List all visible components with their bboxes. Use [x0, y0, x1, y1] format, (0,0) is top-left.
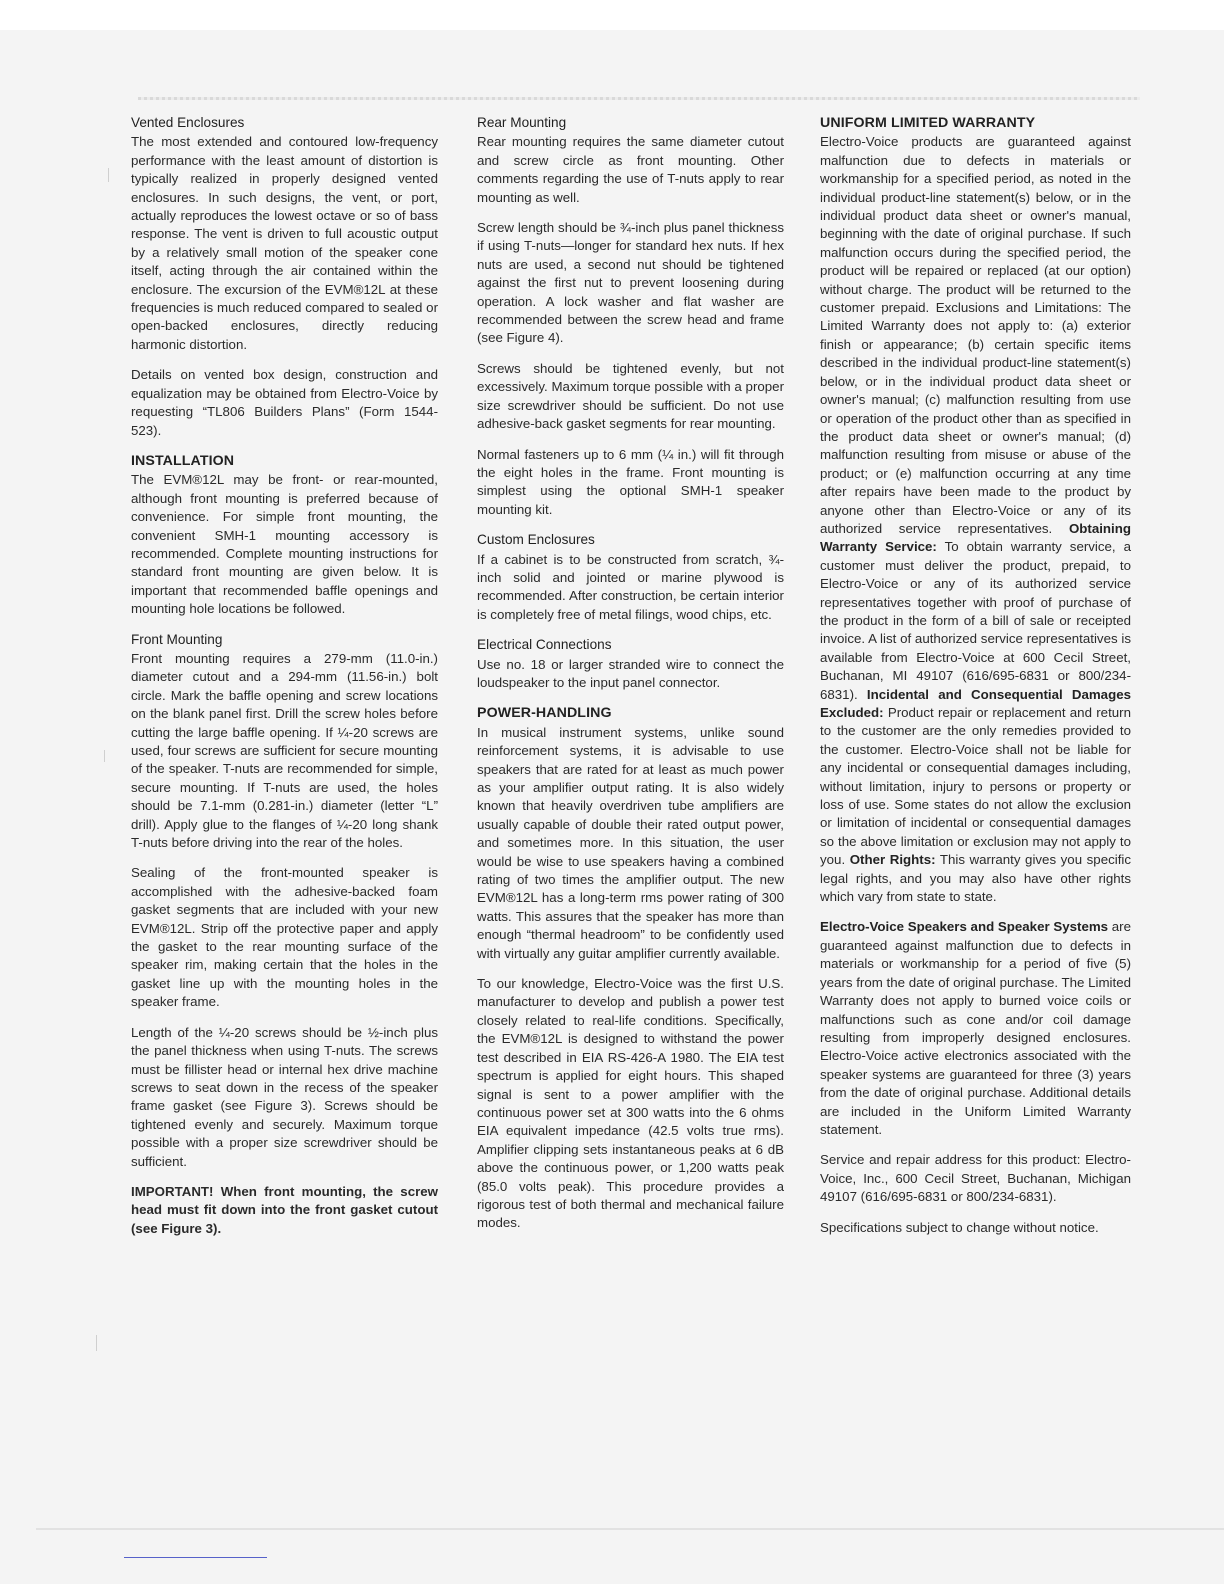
paragraph: The most extended and contoured low-frequency performance with the least amount of distortion is typically realized in properly designed vented enclosures. In such designs, the vent, or port, actually reproduces the lowest octave or so of bass response. The vent is driven to full acoustic output by a relatively small motion of the speaker cone itself, acting through the air contained within the enclosure. The excursion of the EVM®12L at these frequencies is much reduced compared to sealed or open-backed enclosures, directly reducing harmonic distortion.	[131, 134, 438, 352]
scan-mark	[108, 168, 109, 182]
scan-mark	[104, 750, 105, 762]
paragraph: In musical instrument systems, unlike sound reinforcement systems, it is advisable to use speakers that are rated for at least as much power as your amplifier output rating. It is also widely known that heavily overdriven tube amplifiers are usually capable of double their rated output power, and sometimes more. In this situation, the user would be wise to use speakers having a combined rating of two times the amplifier output. The new EVM®12L has a long-term rms power rating of 300 watts. This assures that the speaker has more than enough “thermal headroom” to be confidently used with virtually any guitar amplifier currently available.	[477, 724, 784, 961]
paragraph: Rear mounting requires the same diameter cutout and screw circle as front mounting. Other comments regarding the use of T-nuts apply to rear mounting as well.	[477, 134, 784, 205]
other-rights-label: Other Rights:	[849, 852, 936, 868]
important-note: IMPORTANT! When front mounting, the screw head must fit down into the front gasket cutout (see Figure 3).	[131, 1183, 438, 1236]
speakers-label: Electro-Voice Speakers and Speaker Systems	[820, 919, 1109, 935]
warranty-paragraph: Electro-Voice products are guaranteed against malfunction due to defects in materials or workmanship for a specified period, as noted in the individual product-line statement(s) below, or in the individual product data sheet or owner's manual, beginning with the date of original purchase. If such malfunction occurs during the specified period, the product will be repaired or replaced (at our option) without charge. The product will be returned to the customer prepaid. Exclusions and Limitations: The Limited Warranty does not apply to: (a) exterior finish or appearance; (b) certain specific items described in the individual product-line statement(s) below, or in the individual product data sheet or owner's manual; (c) malfunction resulting from use or operation of the product other than as specified in the product data sheet or owner's manual; (d) malfunction resulting from misuse or abuse of the product; or (e) malfunction occurring at any time after repairs have been made to the product by anyone other than Electro-Voice or any of its authorized service representatives. Obtaining Warranty Service: To obtain warranty service, a customer must deliver the product, prepaid, to Electro-Voice or any of its authorized service representatives together with proof of purchase of the product in the form of a bill of sale or receipted invoice. A list of authorized service representatives is available from Electro-Voice at 600 Cecil Street, Buchanan, MI 49107 (616/695-6831 or 800/234-6831). Incidental and Consequential Damages Excluded: Product repair or replacement and return to the customer are the only remedies provided to the customer. Electro-Voice shall not be liable for any incidental or consequential damages including, without limitation, injury to persons or property or loss of use. Some states do not allow the exclusion or limitation of incidental or consequential damages so the above limitation or exclusion may not apply to you. Other Rights: This warranty gives you specific legal rights, and you may also have other rights which vary from state to state.	[820, 134, 1131, 905]
speakers-warranty-paragraph: Electro-Voice Speakers and Speaker Systems are guaranteed against malfunction due to defects in materials or workmanship for a period of five (5) years from the date of original purchase. The Limited Warranty does not apply to burned voice coils or malfunctions such as cone and/or coil damage resulting from improperly designed enclosures. Electro-Voice active electronics associated with the speaker systems are guaranteed for three (3) years from the date of original purchase. Additional details are included in the Uniform Limited Warranty statement.	[820, 919, 1131, 1137]
footnote-rule	[124, 1557, 267, 1558]
column-1	[131, 114, 438, 1250]
paragraph: The EVM®12L may be front- or rear-mounted, although front mounting is preferred because of convenience. For simple front mounting, the convenient SMH-1 mounting accessory is recommended. Complete mounting instructions for standard front mounting are given below. It is important that recommended baffle openings and mounting hole locations be followed.	[131, 472, 438, 617]
paragraph: Front mounting requires a 279-mm (11.0-in.) diameter cutout and a 294-mm (11.56-in.) bolt circle. Mark the baffle opening and screw locations on the blank panel first. Drill the screw holes before cutting the large baffle opening. If ¼-20 screws are used, four screws are sufficient for secure mounting of the speaker. T-nuts are recommended for simple, secure mounting. If T-nuts are used, the holes should be 7.1-mm (0.281-in.) diameter (letter “L” drill). Apply glue to the flanges of ¼-20 long shank T-nuts before driving into the rear of the holes.	[131, 650, 438, 851]
paragraph: Use no. 18 or larger stranded wire to connect the loudspeaker to the input panel connector.	[477, 656, 784, 690]
paragraph: If a cabinet is to be constructed from scratch, ¾-inch solid and jointed or marine plywood is recommended. After construction, be certain interior is completely free of metal filings, wood chips, etc.	[477, 551, 784, 622]
section-heading-vented: Vented Enclosures	[131, 115, 245, 130]
section-heading-installation: INSTALLATION	[131, 452, 235, 469]
bottom-rule	[36, 1528, 1224, 1530]
paragraph: To our knowledge, Electro-Voice was the first U.S. manufacturer to develop and publish a power test closely related to real-life conditions. Specifically, the EVM®12L is designed to withstand the power test described in EIA RS-426-A 1980. The EIA test spectrum is applied for eight hours. This shaped signal is sent to a power amplifier with the continuous power set at 300 watts into the 6 ohms EIA equivalent impedance (42.5 volts true rms). Amplifier clipping sets instantaneous peaks at 6 dB above the continuous power, or 1,200 watts peak (85.0 volts peak). This procedure provides a rigorous test of both thermal and mechanical failure modes.	[477, 976, 784, 1231]
section-heading-front-mounting: Front Mounting	[131, 631, 223, 647]
paragraph: Sealing of the front-mounted speaker is accomplished with the adhesive-backed foam gasket segments that are included with your new EVM®12L. Strip off the protective paper and apply the gasket to the rear mounting surface of the speaker rim, making certain that the holes in the gasket line up with the mounting holes in the speaker frame.	[131, 865, 438, 1010]
service-address: Service and repair address for this product: Electro-Voice, Inc., 600 Cecil Street, Buchanan, Michigan 49107 (616/695-6831 or 800/234-6831).	[820, 1152, 1131, 1205]
paragraph: Normal fasteners up to 6 mm (¼ in.) will fit through the eight holes in the frame. Front mounting is simplest using the optional SMH-1 speaker mounting kit.	[477, 446, 784, 517]
section-heading-electrical: Electrical Connections	[477, 637, 612, 653]
paragraph: Screw length should be ¾-inch plus panel thickness if using T-nuts—longer for standard hex nuts. If hex nuts are used, a second nut should be tightened against the first nut to prevent loosening during operation. A lock washer and flat washer are recommended between the screw head and frame (see Figure 4).	[477, 220, 784, 346]
column-2	[477, 114, 784, 1245]
paragraph: Screws should be tightened evenly, but not excessively. Maximum torque possible with a proper size screwdriver should be sufficient. Do not use adhesive-back gasket segments for rear mounting.	[477, 360, 784, 432]
scan-mark	[96, 1335, 97, 1351]
specifications-note: Specifications subject to change without notice.	[820, 1219, 1099, 1235]
section-heading-power-handling: POWER-HANDLING	[477, 705, 612, 722]
column-3	[820, 114, 1131, 1249]
section-heading-custom-enclosures: Custom Enclosures	[477, 532, 595, 548]
incidental-damages-label: Incidental and Consequential Damages Excluded:	[820, 686, 1131, 720]
obtaining-warranty-label: Obtaining Warranty Service:	[820, 520, 1131, 555]
paragraph: Details on vented box design, construction and equalization may be obtained from Electro-Voice by requesting “TL806 Builders Plans” (Form 1544-523).	[131, 367, 438, 438]
paragraph: Length of the ¼-20 screws should be ½-inch plus the panel thickness when using T-nuts. The screws must be fillister head or internal hex drive machine screws to seat down in the recess of the speaker frame gasket (see Figure 3). Screws should be tightened evenly and securely. Maximum torque possible with a proper size screwdriver should be sufficient.	[131, 1024, 438, 1169]
section-heading-warranty: UNIFORM LIMITED WARRANTY	[820, 115, 1036, 131]
section-heading-rear-mounting: Rear Mounting	[477, 115, 567, 130]
top-rule	[138, 97, 1140, 100]
